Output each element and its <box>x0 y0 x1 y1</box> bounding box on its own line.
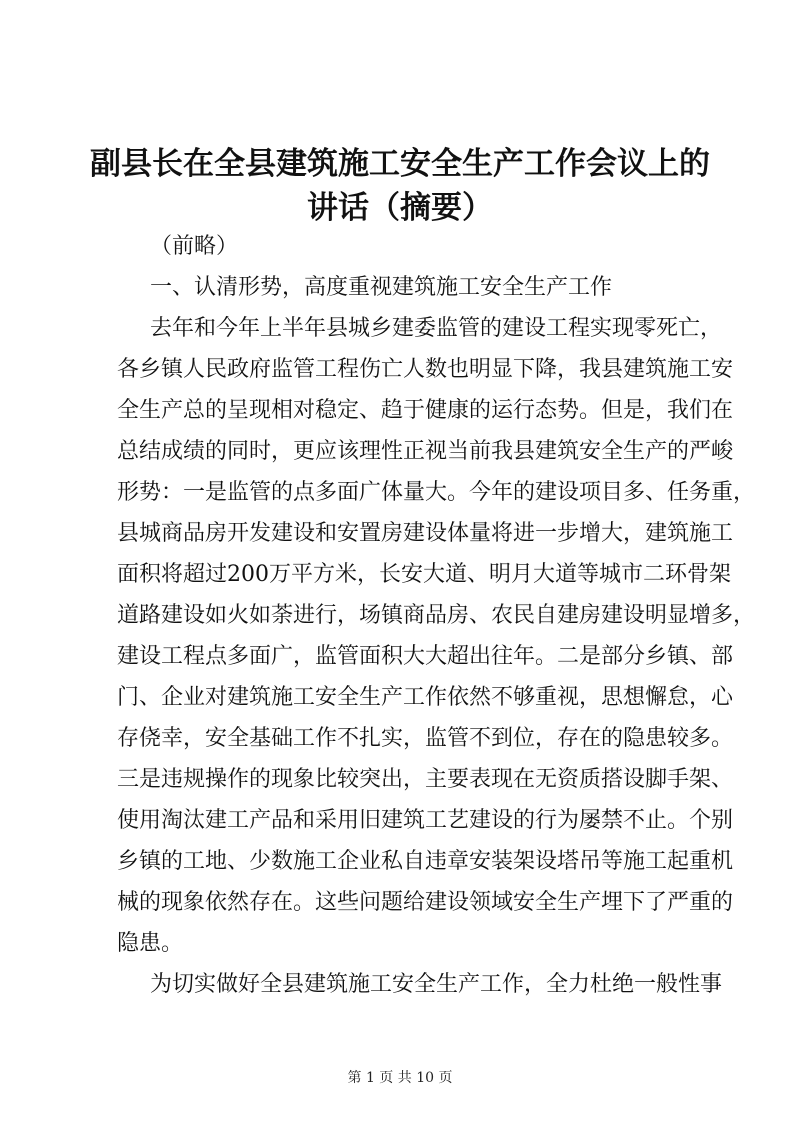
paragraph-line: 械的现象依然存在。这些问题给建设领域安全生产埋下了严重的 <box>117 890 734 915</box>
paragraph-line: 乡镇的工地、少数施工企业私自违章安装架设塔吊等施工起重机 <box>117 849 734 874</box>
paragraph-line: 门、企业对建筑施工安全生产工作依然不够重视，思想懈怠，心 <box>117 685 734 710</box>
paragraph-line: 形势：一是监管的点多面广体量大。今年的建设项目多、任务重， <box>117 480 756 505</box>
paragraph-line: 三是违规操作的现象比较突出，主要表现在无资质搭设脚手架、 <box>117 767 734 792</box>
paragraph-line: 道路建设如火如荼进行，场镇商品房、农民自建房建设明显增多， <box>117 603 756 628</box>
paragraph-line: 总结成绩的同时，更应该理性正视当前我县建筑安全生产的严峻 <box>117 439 734 464</box>
paragraph-line: 全生产总的呈现相对稳定、趋于健康的运行态势。但是，我们在 <box>117 398 734 423</box>
document-title-line-1: 副县长在全县建筑施工安全生产工作会议上的 <box>90 146 710 182</box>
paragraph-line: 存侥幸，安全基础工作不扎实，监管不到位，存在的隐患较多。 <box>117 726 734 751</box>
paragraph-line: 去年和今年上半年县城乡建委监管的建设工程实现零死亡， <box>150 316 723 341</box>
paragraph-line: 为切实做好全县建筑施工安全生产工作，全力杜绝一般性事 <box>150 972 723 997</box>
paragraph-line: 县城商品房开发建设和安置房建设体量将进一步增大，建筑施工 <box>117 521 734 546</box>
preface-note: （前略） <box>150 234 239 259</box>
document-title-line-2: 讲话（摘要） <box>307 190 493 226</box>
paragraph-line: 各乡镇人民政府监管工程伤亡人数也明显下降，我县建筑施工安 <box>117 357 734 382</box>
paragraph-line: 使用淘汰建工产品和采用旧建筑工艺建设的行为屡禁不止。个别 <box>117 808 734 833</box>
paragraph-line: 面积将超过200万平方米，长安大道、明月大道等城市二环骨架 <box>117 562 731 587</box>
section-heading-1: 一、认清形势，高度重视建筑施工安全生产工作 <box>150 275 613 300</box>
paragraph-line: 隐患。 <box>117 931 184 956</box>
page-number-footer: 第 1 页 共 10 页 <box>347 1070 453 1086</box>
paragraph-line: 建设工程点多面广，监管面积大大超出往年。二是部分乡镇、部 <box>117 644 734 669</box>
